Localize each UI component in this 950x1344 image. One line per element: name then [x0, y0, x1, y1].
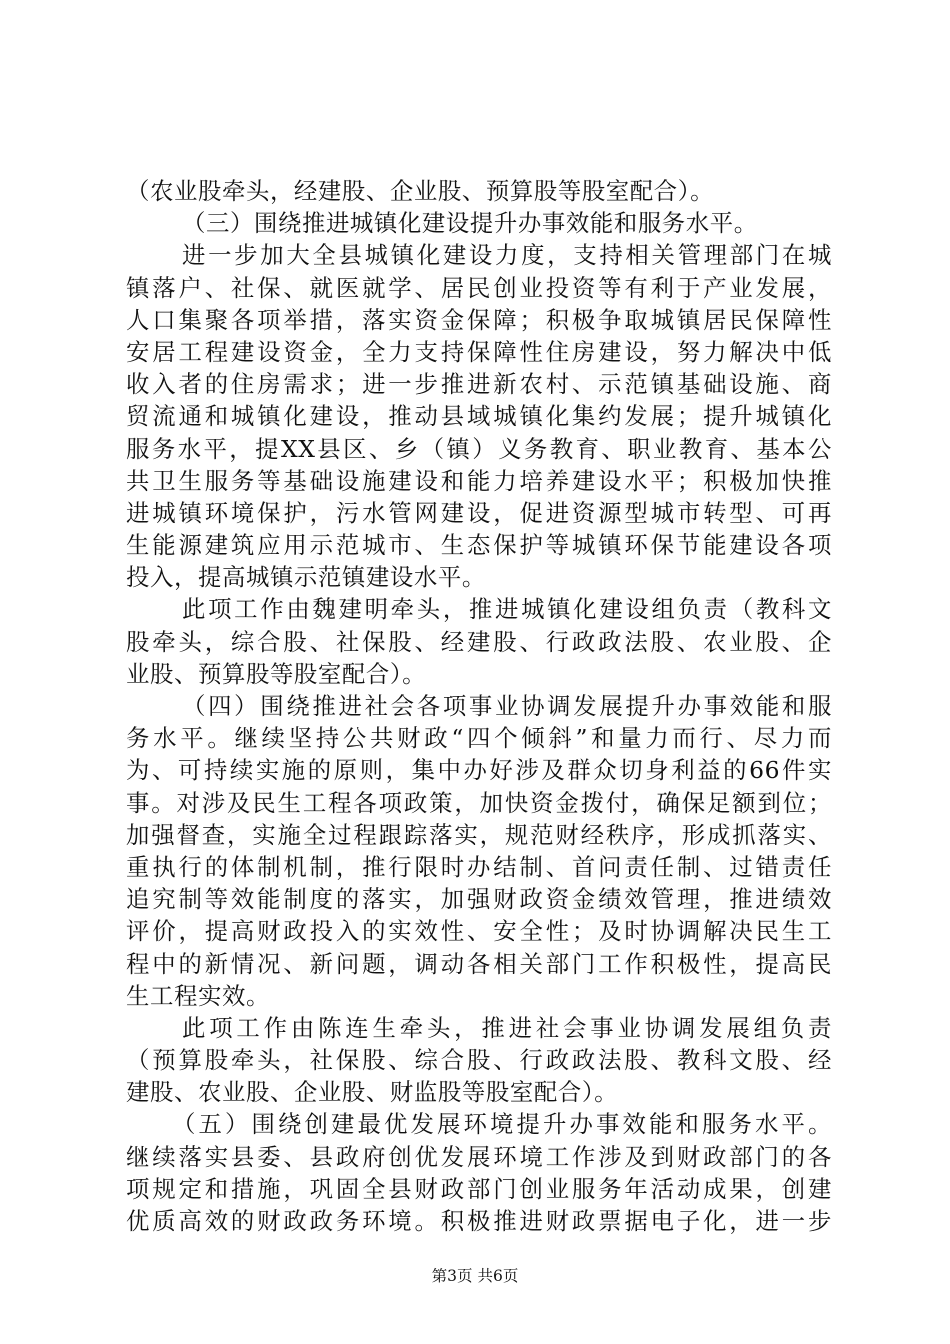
text-line: 投入，提高城镇示范镇建设水平。: [126, 563, 486, 592]
text-line: 进一步加大全县城镇化建设力度，支持相关管理部门在城: [182, 241, 832, 270]
text-line: 共卫生服务等基础设施建设和能力培养建设水平；积极加快推: [126, 466, 832, 495]
text-line: 程中的新情况、新问题，调动各相关部门工作积极性，提高民: [126, 949, 832, 978]
text-line: 业股、预算股等股室配合）。: [126, 659, 427, 688]
text-line: 服务水平，提XX县区、乡（镇）义务教育、职业教育、基本公: [126, 434, 832, 463]
text-line: 继续落实县委、县政府创优发展环境工作涉及到财政部门的各: [126, 1142, 832, 1171]
text-line: 重执行的体制机制，推行限时办结制、首问责任制、过错责任: [126, 852, 832, 881]
text-line: 此项工作由陈连生牵头，推进社会事业协调发展组负责: [182, 1013, 832, 1042]
text-line: 镇落户、社保、就医就学、居民创业投资等有利于产业发展，: [126, 273, 832, 302]
text-line: 项规定和措施，巩固全县财政部门创业服务年活动成果，创建: [126, 1174, 832, 1203]
text-line: 股牵头，综合股、社保股、经建股、行政政法股、农业股、企: [126, 627, 832, 656]
section-heading-5: （五）围绕创建最优发展环境提升办事效能和服务水平。: [172, 1110, 832, 1139]
text-line: 务水平。继续坚持公共财政“四个倾斜”和量力而行、尽力而: [126, 724, 832, 753]
text-line: 评价，提高财政投入的实效性、安全性；及时协调解决民生工: [126, 917, 832, 946]
text-line: 此项工作由魏建明牵头，推进城镇化建设组负责（教科文: [182, 595, 832, 624]
document-body: [126, 175, 832, 1237]
page-number-footer: 第3页 共6页: [431, 1267, 519, 1285]
text-line: 优质高效的财政政务环境。积极推进财政票据电子化，进一步: [126, 1207, 832, 1235]
text-line: 生工程实效。: [126, 981, 270, 1010]
text-line: 为、可持续实施的原则，集中办好涉及群众切身利益的66件实: [126, 756, 832, 785]
text-line: （预算股牵头，社保股、综合股、行政政法股、教科文股、经: [126, 1046, 832, 1075]
section-heading-4: （四）围绕推进社会各项事业协调发展提升办事效能和服: [182, 692, 832, 720]
text-line: 贸流通和城镇化建设，推动县域城镇化集约发展；提升城镇化: [126, 402, 832, 431]
text-line: 建股、农业股、企业股、财监股等股室配合）。: [126, 1078, 619, 1107]
text-line: （农业股牵头，经建股、企业股、预算股等股室配合）。: [126, 177, 715, 205]
text-line: 安居工程建设资金，全力支持保障性住房建设，努力解决中低: [126, 337, 832, 366]
text-line: 加强督查，实施全过程跟踪落实，规范财经秩序，形成抓落实、: [126, 820, 832, 849]
text-line: 事。对涉及民生工程各项政策，加快资金拨付，确保足额到位；: [126, 788, 832, 817]
text-line: 人口集聚各项举措，落实资金保障；积极争取城镇居民保障性: [126, 305, 832, 334]
text-line: 生能源建筑应用示范城市、生态保护等城镇环保节能建设各项: [126, 531, 832, 560]
text-line: 收入者的住房需求；进一步推进新农村、示范镇基础设施、商: [126, 370, 832, 399]
text-line: 追究制等效能制度的落实，加强财政资金绩效管理，推进绩效: [126, 885, 832, 914]
section-heading-3: （三）围绕推进城镇化建设提升办事效能和服务水平。: [182, 209, 758, 238]
text-line: 进城镇环境保护，污水管网建设，促进资源型城市转型、可再: [126, 498, 832, 527]
